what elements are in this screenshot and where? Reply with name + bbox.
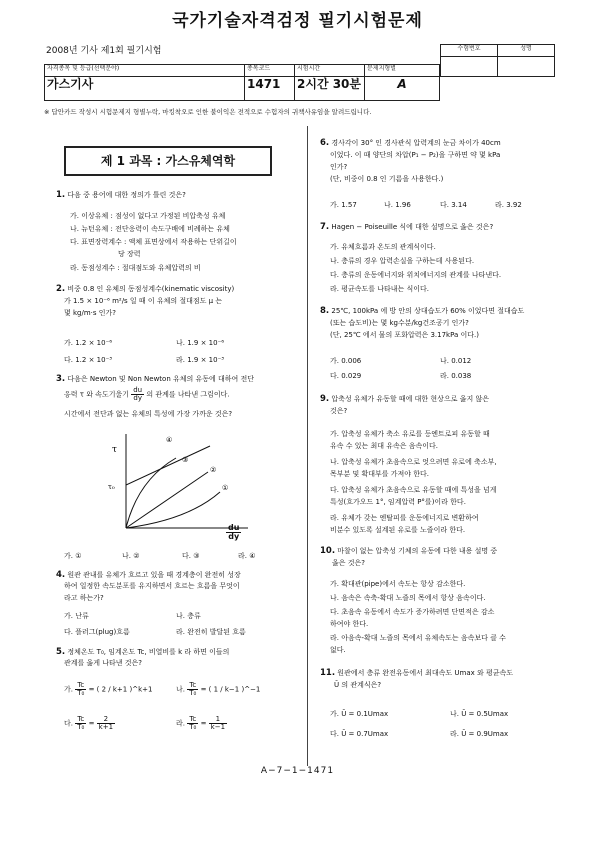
question-text: 정체온도 T₀, 임계온도 Tc, 비열비를 k 라 하면 이들의	[67, 648, 230, 656]
curve-label-1: ④	[166, 436, 173, 444]
option-c: 다. 3.14	[440, 201, 467, 209]
option-a: 가. 압축성 유체가 축소 유로를 등엔트로피 유동할 때	[330, 430, 490, 438]
option-d: 라. 0.038	[440, 372, 472, 380]
option-a: 가. 유체흐름과 온도의 관계식이다.	[330, 243, 436, 251]
question-number: 4.	[56, 570, 66, 580]
option-d: 라. 유체가 갖는 엔탈피를 운동에너지로 변환하여	[330, 514, 479, 522]
option-a: 가. 이상유체 : 점성이 없다고 가정된 비압축성 유체	[70, 212, 226, 220]
option-d: 라. ④	[238, 552, 256, 560]
option-c: 다. $\frac{Tc}{\text{T₀}}$ = $\frac{2}{k+1}$	[64, 715, 114, 731]
option-c: 다. 플러그(plug)흐름	[64, 628, 130, 636]
question-text: 원관에서 층류 완전유동에서 최대속도 Umax 와 평균속도	[337, 669, 514, 677]
notice-text: ※ 답안카드 작성시 시험문제지 형별누락, 마킹착오로 인한 불이익은 전적으로 수험자의 귀책사유임을 알려드립니다.	[44, 108, 372, 116]
question-number: 9.	[320, 394, 330, 404]
option-b: 나. 1.96	[384, 201, 411, 209]
option-a-cont: 유속 수 있는 최대 유속은 음속이다.	[330, 442, 439, 450]
option-b-cont: 목부분 및 확대부를 가져야 한다.	[330, 470, 430, 478]
y-axis-label: τ	[112, 445, 117, 455]
option-d: 라. 완전히 발달된 흐름	[176, 628, 246, 636]
question-text: 원관 관내를 유체가 흐르고 있을 때 경계층이 완전히 성장	[67, 571, 241, 579]
option-b: 나. 압축성 유체가 초음속으로 엇으려면 유로에 축소부,	[330, 458, 497, 466]
option-a: 가. ①	[64, 552, 82, 560]
option-b: 나. 1.9 × 10⁻⁶	[176, 339, 225, 347]
option-b: 나. 층류	[176, 612, 201, 620]
category-value: 가스기사	[45, 77, 245, 101]
question-2-line3: 몇 kg/m·s 인가?	[64, 309, 116, 317]
question-6	[320, 138, 501, 149]
option-a: 가. 1.57	[330, 201, 357, 209]
option-b: 나. 뉴턴유체 : 전단응력이 속도구배에 비례하는 유체	[70, 225, 230, 233]
option-c: 다. 층류의 운동에너지와 위치에너지의 관계를 나타낸다.	[330, 271, 502, 279]
exam-number-field[interactable]	[441, 57, 498, 77]
question-8-line2: (또는 습도비)는 몇 kg수분/kg건조공기 인가?	[330, 319, 469, 327]
option-c: 다. 0.029	[330, 372, 362, 380]
question-number: 5.	[56, 647, 66, 657]
yield-stress-label: τ₀	[108, 483, 115, 491]
page-footer-code: A−7−1−1471	[260, 766, 335, 776]
option-b: 나. 음속은 속축-확대 노즐의 목에서 항상 음속이다.	[330, 594, 486, 602]
option-d: 라. 아음속-확대 노즐의 목에서 유체속도는 음속보다 클 수	[330, 634, 506, 642]
question-10-line2: 옳은 것은?	[332, 559, 365, 567]
page-title: 국가기술자격검정 필기시험문제	[172, 11, 423, 31]
question-number: 7.	[320, 222, 330, 232]
option-c: 다. 초음속 유동에서 속도가 증가하려면 단면적은 감소	[330, 608, 495, 616]
option-c: 다. Ū = 0.7Umax	[330, 730, 389, 738]
question-6-line2: 이었다. 이 때 양단의 차압(P₁ − P₂)을 구하면 약 몇 kPa	[330, 151, 501, 159]
exam-subtitle: 2008년 기사 제1회 필기시험	[46, 46, 162, 56]
code-label: 종목코드	[245, 65, 295, 77]
option-d-cont: 없다.	[330, 646, 346, 654]
name-field[interactable]	[498, 57, 555, 77]
option-c-cont: 당 장력	[118, 250, 141, 258]
option-d-cont: 비분수 있도록 설계된 유로를 노즐이라 한다.	[330, 526, 466, 534]
option-b: 나. ②	[122, 552, 140, 560]
question-text: 비중 0.8 인 유체의 동점성계수(kinematic viscosity)	[67, 285, 235, 293]
question-2	[56, 284, 234, 295]
time-label: 시험시간	[295, 65, 365, 77]
curve-pseudoplastic	[126, 458, 176, 528]
option-d: 라. Ū = 0.9Umax	[450, 730, 509, 738]
question-2-line2: 가 1.5 × 10⁻⁶ m²/s 일 때 이 유체의 절대점도 μ 는	[64, 297, 223, 305]
question-text: 압축성 유체가 유동할 때에 대한 현상으로 옳지 않은	[331, 395, 489, 403]
option-c: 다. 압축성 유체가 초음속으로 유동할 때에 특성을 넘게	[330, 486, 497, 494]
option-a: 가. 1.2 × 10⁻⁶	[64, 339, 113, 347]
question-5	[56, 647, 229, 658]
question-11-line2: Ū 의 관계식은?	[334, 681, 382, 689]
option-b: 나. 0.012	[440, 357, 472, 365]
question-text: 25℃, 100kPa 에 방 안의 상대습도가 60% 이었다면 절대습도	[331, 307, 525, 315]
option-d: 라. 3.92	[495, 201, 522, 209]
question-text: Hagen − Poiseuille 식에 대한 설명으로 옳은 것은?	[331, 223, 494, 231]
time-value: 2시간 30분	[295, 77, 365, 101]
subject-title: 제 1 과목 : 가스유체역학	[64, 146, 272, 176]
name-label: 성명	[498, 45, 555, 57]
question-number: 3.	[56, 374, 66, 384]
question-number: 1.	[56, 190, 66, 200]
option-c-cont: 특성(흐가오드 1°, 임계압력 P°를)이라 한다.	[330, 498, 466, 506]
exam-number-label: 수험번호	[441, 45, 498, 57]
question-3-line2: 응력 τ 와 속도기울기 $\frac{du}{dy}$ 의 관계를 나타낸 그림이다.	[64, 386, 230, 402]
question-text: 다음 중 용어에 대한 정의가 틀린 것은?	[67, 191, 186, 199]
option-b: 나. Ū = 0.5Umax	[450, 710, 509, 718]
velocity-gradient-fraction: $\frac{du}{dy}$	[133, 386, 143, 402]
question-9-line2: 것은?	[330, 407, 348, 415]
option-b: 나. 층류의 경우 압력손실을 구하는데 사용된다.	[330, 257, 475, 265]
option-d: 라. 1.9 × 10⁻³	[176, 356, 225, 364]
question-4	[56, 570, 241, 581]
option-c: 다. ③	[182, 552, 200, 560]
x-axis-label: $\frac{du}{dy}$	[228, 523, 240, 541]
curve-label-4: ①	[222, 484, 229, 492]
question-8	[320, 306, 524, 317]
exam-info-table	[44, 64, 440, 101]
option-c: 다. 1.2 × 10⁻³	[64, 356, 113, 364]
option-a: 가. Ū = 0.1Umax	[330, 710, 389, 718]
question-4-line2: 하여 일정한 속도분포를 유지하면서 흐르는 흐름을 무엇이	[64, 582, 240, 590]
option-c-cont: 하여야 한다.	[330, 620, 369, 628]
type-label: 문제지형별	[365, 65, 440, 77]
column-divider	[307, 126, 308, 766]
category-label: 자격종목 및 등급(선택분야)	[45, 65, 245, 77]
question-number: 2.	[56, 284, 66, 294]
question-number: 6.	[320, 138, 330, 148]
question-8-line3: (단, 25℃ 에서 물의 포화압력은 3.17kPa 이다.)	[330, 331, 480, 339]
question-7	[320, 222, 493, 233]
question-6-line4: (단, 비중이 0.8 인 기름을 사용한다.)	[330, 175, 444, 183]
examinee-box	[440, 44, 555, 77]
question-3	[56, 374, 254, 385]
question-1	[56, 190, 186, 201]
question-number: 11.	[320, 668, 336, 678]
question-5-line2: 관계를 옳게 나타낸 것은?	[64, 659, 143, 667]
option-d: 라. $\frac{Tc}{\text{T₀}}$ = $\frac{1}{k-1}$	[176, 715, 226, 731]
question-text: 경사각이 30° 인 경사관식 압력계의 눈금 차이가 40cm	[331, 139, 501, 147]
option-a: 가. 0.006	[330, 357, 362, 365]
question-4-line3: 라고 하는가?	[64, 594, 104, 602]
question-number: 10.	[320, 546, 336, 556]
curve-label-2: ③	[182, 456, 189, 464]
option-a: 가. $\frac{Tc}{\text{T₀}}$ = ( 2 / k+1 )^k+1	[64, 681, 153, 697]
question-number: 8.	[320, 306, 330, 316]
type-value: A	[365, 77, 440, 101]
question-10	[320, 546, 497, 557]
option-a: 가. 확대관(pipe)에서 속도는 항상 감소한다.	[330, 580, 466, 588]
option-d: 라. 동점성계수 : 절대점도와 유체압력의 비	[70, 264, 201, 272]
option-d: 라. 평균속도를 나타내는 식이다.	[330, 285, 430, 293]
curve-dilatant	[126, 492, 220, 528]
question-3-line3: 시간에서 전단과 없는 유체의 특성에 가장 가까운 것은?	[64, 410, 233, 418]
option-c: 다. 표면장력계수 : 액체 표면상에서 작용하는 단위길이	[70, 238, 237, 246]
option-a: 가. 난류	[64, 612, 89, 620]
code-value: 1471	[245, 77, 295, 101]
curve-label-3: ②	[210, 466, 217, 474]
question-11	[320, 668, 513, 679]
question-9	[320, 394, 489, 405]
question-text: 마찰이 없는 압축성 기체의 유동에 다한 내용 설명 중	[337, 547, 498, 555]
question-6-line3: 인가?	[330, 163, 348, 171]
question-text: 다음은 Newton 및 Non Newton 유체의 유동에 대하여 전단	[67, 375, 255, 383]
option-b: 나. $\frac{Tc}{\text{T₀}}$ = ( 1 / k−1 )^−1	[176, 681, 261, 697]
